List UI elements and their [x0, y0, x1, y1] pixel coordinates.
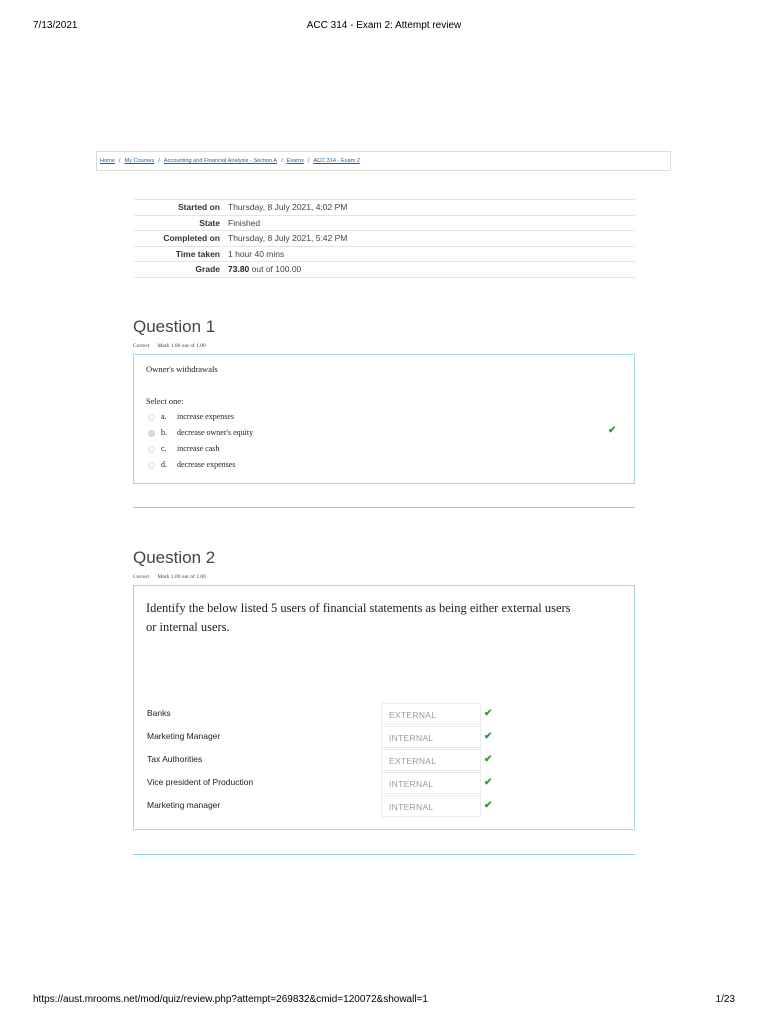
summary-row-state	[134, 215, 635, 231]
question-status: Correct	[133, 574, 150, 580]
summary-label: Started on	[177, 202, 220, 213]
summary-value: 1 hour 40 mins	[228, 248, 285, 259]
summary-row-completed	[134, 231, 635, 247]
question-mark: Mark 1.00 out of 1.00	[157, 574, 206, 580]
select-one-prompt: Select one:	[146, 396, 184, 406]
answer-select[interactable]: INTERNAL	[381, 795, 481, 817]
option-b[interactable]	[148, 428, 253, 440]
question-1-text: Owner's withdrawals	[146, 364, 218, 374]
breadcrumb-course[interactable]: Accounting and Financial Analysis - Section A	[163, 158, 278, 164]
match-row	[134, 749, 634, 772]
question-mark: Mark 1.00 out of 1.00	[157, 343, 206, 349]
answer-select[interactable]: INTERNAL	[381, 772, 481, 794]
option-c[interactable]	[148, 444, 219, 456]
breadcrumb-my-courses[interactable]: My Courses	[124, 158, 155, 164]
print-url: https://aust.mrooms.net/mod/quiz/review.php?attempt=269832&cmid=120072&showall=1	[33, 994, 428, 1005]
match-row	[134, 726, 634, 749]
option-a[interactable]	[148, 412, 234, 424]
correct-check-icon: ✔	[608, 425, 617, 436]
breadcrumb-home[interactable]: Home	[100, 158, 115, 164]
radio-button-selected[interactable]	[148, 430, 155, 437]
question-divider	[133, 507, 635, 508]
option-d[interactable]	[148, 460, 235, 472]
match-label: Marketing Manager	[147, 731, 221, 741]
print-page-number: 1/23	[715, 994, 735, 1005]
question-2-meta	[133, 574, 206, 580]
breadcrumb-exam[interactable]: ACC 314 - Exam 2	[313, 158, 360, 164]
match-label: Marketing manager	[147, 800, 221, 810]
summary-label: State	[199, 217, 220, 228]
summary-label: Time taken	[175, 248, 220, 259]
summary-value	[228, 262, 635, 278]
summary-value: Thursday, 8 July 2021, 5:42 PM	[228, 233, 348, 244]
option-text: decrease owner's equity	[177, 428, 254, 437]
match-row	[134, 795, 634, 818]
summary-label: Grade	[195, 264, 220, 275]
question-1-heading: Question 1	[133, 317, 216, 336]
question-2-text: Identify the below listed 5 users of financial statements as being either external users or internal users.	[146, 601, 571, 634]
summary-value: Thursday, 8 July 2021, 4:02 PM	[228, 202, 348, 213]
question-1-box	[133, 354, 635, 484]
match-row	[134, 772, 634, 795]
option-letter: c.	[161, 444, 167, 453]
match-label: Banks	[147, 708, 171, 718]
question-2-heading: Question 2	[133, 548, 216, 567]
match-row	[134, 703, 634, 726]
radio-button[interactable]	[148, 414, 155, 421]
grade-score: 73.80	[228, 264, 250, 275]
correct-check-icon: ✔	[484, 708, 493, 719]
option-text: increase expenses	[177, 412, 235, 421]
answer-select[interactable]: INTERNAL	[381, 726, 481, 748]
radio-button[interactable]	[148, 462, 155, 469]
answer-select[interactable]: EXTERNAL	[381, 703, 481, 725]
question-2-box	[133, 585, 635, 830]
breadcrumb-separator: /	[158, 158, 160, 164]
breadcrumb	[96, 151, 671, 171]
correct-check-icon: ✔	[484, 731, 493, 742]
breadcrumb-exams[interactable]: Exams	[286, 158, 304, 164]
correct-check-icon: ✔	[484, 777, 493, 788]
summary-row-time	[134, 246, 635, 262]
match-label: Tax Authorities	[147, 754, 203, 764]
option-letter: a.	[161, 412, 167, 421]
option-text: decrease expenses	[177, 460, 236, 469]
print-date: 7/13/2021	[33, 20, 78, 31]
option-letter: d.	[161, 460, 167, 469]
print-header	[0, 20, 768, 34]
radio-button[interactable]	[148, 446, 155, 453]
match-label: Vice president of Production	[147, 777, 254, 787]
breadcrumb-separator: /	[118, 158, 121, 164]
breadcrumb-separator: /	[281, 158, 283, 164]
summary-row-grade	[134, 262, 635, 278]
option-letter: b.	[161, 428, 167, 437]
option-text: increase cash	[177, 444, 220, 453]
print-title: ACC 314 - Exam 2: Attempt review	[306, 20, 462, 31]
answer-select[interactable]: EXTERNAL	[381, 749, 481, 771]
attempt-summary-table	[134, 199, 635, 278]
grade-total: out of 100.00	[249, 264, 302, 275]
summary-row-started	[134, 200, 635, 216]
question-1-meta	[133, 343, 206, 349]
question-divider	[133, 854, 635, 855]
summary-label: Completed on	[163, 233, 220, 244]
correct-check-icon: ✔	[484, 754, 493, 765]
print-footer	[0, 994, 768, 1008]
summary-value: Finished	[228, 217, 261, 228]
correct-check-icon: ✔	[484, 800, 493, 811]
question-status: Correct	[133, 343, 150, 349]
breadcrumb-separator: /	[307, 158, 310, 164]
